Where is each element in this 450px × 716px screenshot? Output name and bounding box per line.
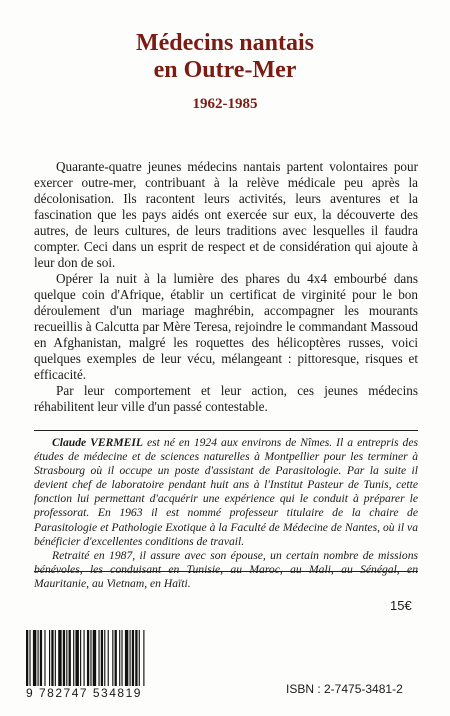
barcode-bar [33, 630, 36, 686]
barcode-bar [51, 630, 53, 686]
barcode-bar [104, 630, 105, 686]
blurb-paragraph: Opérer la nuit à la lumière des phares du 4x4 embourbé dans quelque coin d'Afrique, établir un certificat de virginité pour le bon déroulement d'un mariage maghrébin, accompagner les mourants recueillis à Calcutta par Mère Teresa, rejoindre le commandant Massoud en Afghanistan, malgré les roquettes des hélicoptères russes, voici quelques exemples de leur vécu, mélangeant : pittoresque, risques et efficacité. [34, 271, 418, 382]
book-years: 1962-1985 [192, 96, 258, 112]
barcode-bar [135, 630, 137, 686]
barcode-bar [38, 630, 39, 686]
author-bio [34, 436, 418, 591]
barcode-bar [75, 630, 78, 686]
barcode-bar [115, 630, 117, 686]
barcode-bar [55, 630, 56, 686]
price-label: 15€ [390, 598, 412, 613]
author-bio-paragraph [34, 436, 418, 549]
barcode-bar [101, 630, 103, 686]
barcode-bar [66, 630, 67, 686]
barcode-bar [73, 630, 74, 686]
blurb [34, 159, 418, 415]
author-bio-paragraph: Retraité en 1987, il assure avec son épouse, un certain nombre de missions bénévoles, les conduisant en Tunisie, au Maroc, au Mali, au Sénégal, en Mauritanie, au Vietnam, en Haïti. [34, 548, 418, 590]
barcode-bar [143, 630, 144, 686]
barcode-bar [119, 630, 120, 686]
barcode-bar [40, 630, 42, 686]
author-bio-text: est né en 1924 aux environs de Nîmes. Il a entrepris des études de médecine et de sciences naturelles à Montpellier pour les terminer à Strasbourg où il occupe un poste d'assistant de Parasitologie. Par la suite il devient chef de laboratoire pendant huit ans à l'Institut Pasteur de Tunis, cette fonction lui permettant d'acquérir une expérience qui le conduit à préparer le professorat. En 1963 il est nommé professeur titulaire de la chaire de Parasitologie et Pathologie Exotique à la Faculté de Médecine de Nantes, où il va bénéficier d'excellentes conditions de travail. [34, 436, 419, 548]
book-title-line1: Médecins nantais [135, 30, 314, 56]
barcode-bar [49, 630, 50, 686]
divider-bottom [34, 571, 418, 572]
blurb-paragraph: Quarante-quatre jeunes médecins nantais partent volontaires pour exercer outre-mer, contribuant à la relève médicale peu après la décolonisation. Ils racontent leurs activités, leurs aventures et la fascination que les pays aidés ont exercée sur eux, la découverte des autres, de leurs cultures, de leurs traditions avec lesquelles il faudra compter. Ceci dans un esprit de respect et de considération qui ajoute à leur don de soi. [34, 159, 418, 270]
barcode-bar [108, 630, 109, 686]
barcode-bar [87, 630, 89, 686]
barcode-bar [84, 630, 85, 686]
barcode-bar [121, 630, 122, 686]
barcode-bar [90, 630, 91, 686]
barcode-bar [112, 630, 113, 686]
barcode-bar [93, 630, 96, 686]
isbn-label: ISBN : 2-7475-3481-2 [286, 682, 403, 696]
barcode-bar [63, 630, 65, 686]
barcode-digits: 9 782747 534819 [26, 686, 142, 700]
barcode-bar [130, 630, 131, 686]
author-name: Claude VERMEIL [52, 436, 143, 449]
barcode-bar [80, 630, 81, 686]
barcode-bar [132, 630, 134, 686]
barcode-bar [98, 630, 99, 686]
blurb-paragraph: Par leur comportement et leur action, ces jeunes médecins réhabilitent leur ville d'un passé contestable. [34, 383, 418, 414]
barcode-bar [125, 630, 128, 686]
barcode-bar [29, 630, 30, 686]
book-title-line2: en Outre-Mer [153, 57, 297, 83]
barcode-bar [139, 630, 140, 686]
barcode-bar [26, 630, 28, 686]
barcode-image [26, 630, 194, 686]
divider-top [34, 430, 418, 431]
barcode-bar [69, 630, 71, 686]
barcode-bar [58, 630, 61, 686]
barcode-bar [44, 630, 45, 686]
